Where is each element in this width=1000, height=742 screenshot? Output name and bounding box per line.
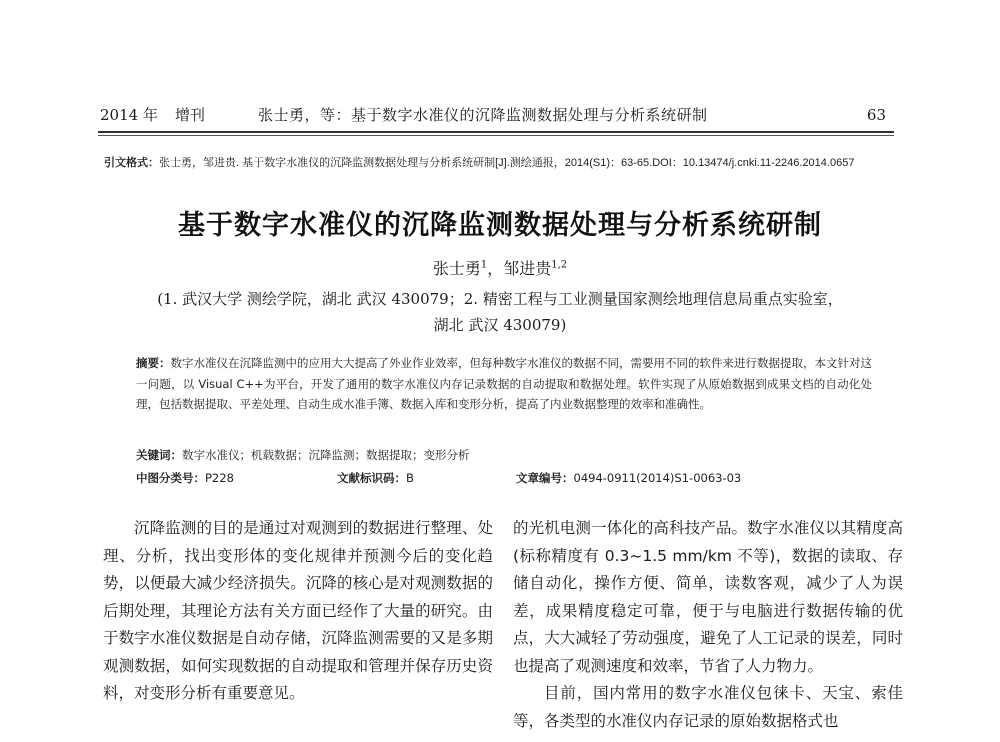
header-year: 2014 年 [100, 106, 158, 124]
document-code [337, 468, 414, 488]
keywords-text: 数字水准仪；机载数据；沉降监测；数据提取；变形分析 [182, 448, 470, 462]
header-issue: 增刊 [175, 106, 206, 124]
header-rule-thick [98, 131, 894, 133]
keywords-label: 关键词： [136, 448, 182, 462]
citation-text: 张士勇，邹进贵. 基于数字水准仪的沉降监测数据处理与分析系统研制[J].测绘通报，2014(S1)：63-65.DOI：10.13474/j.cnki.11-2246.2014.0657 [159, 157, 855, 169]
clc-number [136, 468, 234, 488]
doc-code-label: 文献标识码： [337, 471, 406, 485]
header-running-title: 张士勇，等：基于数字水准仪的沉降监测数据处理与分析系统研制 [258, 106, 708, 124]
body-column-right [513, 515, 903, 735]
doc-code-value: B [406, 471, 414, 485]
body-paragraph: 的光机电测一体化的高科技产品。数字水准仪以其精度高(标称精度有 0.3~1.5 mm/km 不等)，数据的读取、存储自动化，操作方便、简单，读数客观，减少了人为误差，成果精度稳定可靠，便于与电脑进行数据传输的优点，大大减轻了劳动强度，避免了人工记录的误差，同时也提高了观测速度和效率，节省了人力物力。 [513, 519, 903, 675]
header-rule-thin [98, 135, 894, 136]
classification-line [136, 468, 872, 488]
abstract-text: 数字水准仪在沉降监测中的应用大大提高了外业作业效率，但每种数字水准仪的数据不同，需要用不同的软件来进行数据提取，本文针对这一问题，以 Visual C++为平台，开发了通用的数字水准仪内存记录数据的自动提取和数据处理。软件实现了从原始数据到成果文档的自动化处理，包括数据提取、平差处理、自动生成水准手簿、数据入库和变形分析，提高了内业数据整理的效率和准确性。 [136, 356, 872, 411]
keywords [136, 445, 872, 465]
author-name: 张士勇 [432, 259, 481, 278]
article-no-label: 文章编号： [516, 471, 574, 485]
article-no-value: 0494-0911(2014)S1-0063-03 [573, 471, 742, 485]
author-separator: ， [487, 259, 504, 278]
author-affil-mark: 1,2 [551, 259, 568, 271]
paper-title: 基于数字水准仪的沉降监测数据处理与分析系统研制 [178, 210, 822, 241]
clc-label: 中图分类号： [136, 471, 205, 485]
body-paragraph: 沉降监测的目的是通过对观测到的数据进行整理、处理、分析，找出变形体的变化规律并预测今后的变化趋势，以便最大减少经济损失。沉降的核心是对观测数据的后期处理，其理论方法有关方面已经作了大量的研究。由于数字水准仪数据是自动存储，沉降监测需要的又是多期观测数据，如何实现数据的自动提取和管理并保存历史资料，对变形分析有重要意见。 [103, 519, 493, 702]
author-affil-mark: 1 [480, 259, 488, 271]
clc-value: P228 [205, 471, 234, 485]
page-number: 63 [866, 106, 886, 124]
citation-label: 引文格式： [104, 157, 159, 169]
author-name: 邹进贵 [503, 259, 552, 278]
affiliation-line: 湖北 武汉 430079) [433, 316, 567, 334]
affiliation-line: (1. 武汉大学 测绘学院，湖北 武汉 430079；2. 精密工程与工业测量国家测绘地理信息局重点实验室， [157, 290, 843, 308]
abstract-label: 摘要： [136, 356, 171, 370]
citation-format [104, 153, 896, 173]
article-number [516, 468, 741, 488]
abstract [136, 353, 872, 415]
body-column-left [103, 515, 493, 708]
body-paragraph: 目前，国内常用的数字水准仪包徕卡、天宝、索佳等，各类型的水准仪内存记录的原始数据格式也 [513, 684, 903, 730]
running-header [100, 104, 892, 126]
author-list [0, 256, 1000, 279]
